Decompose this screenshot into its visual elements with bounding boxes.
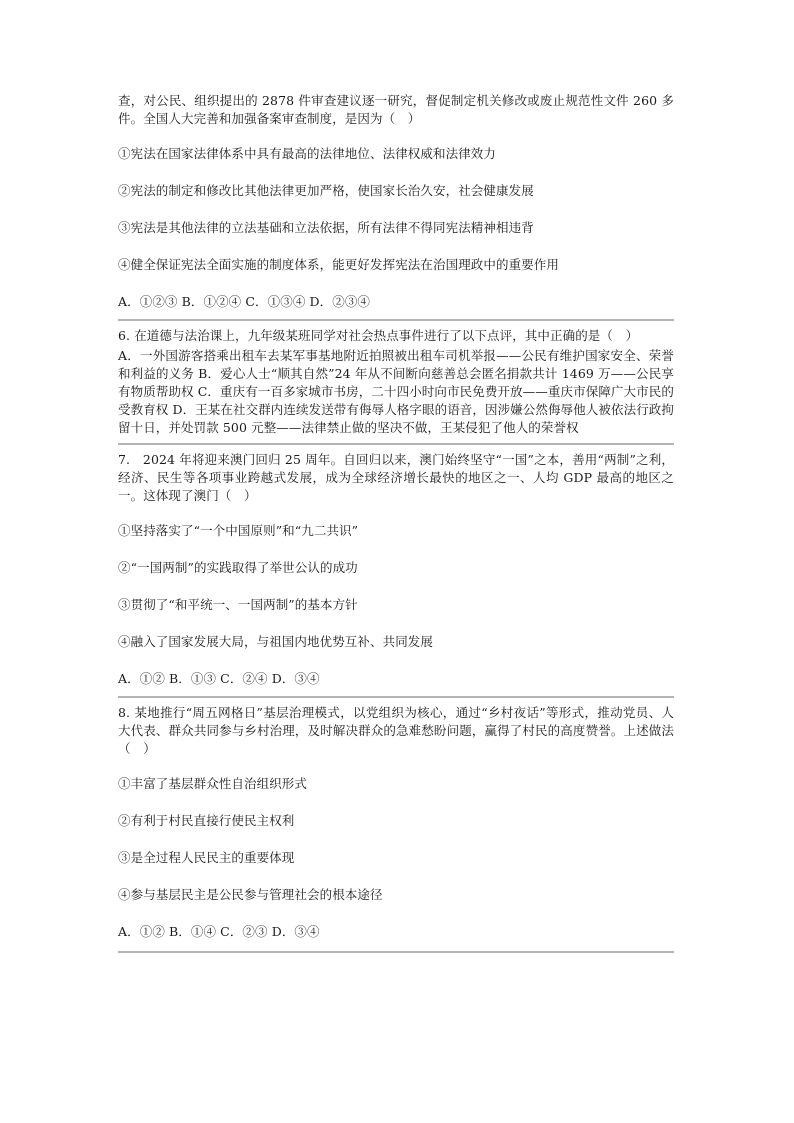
- q8-option-4: ④参与基层民主是公民参与管理社会的根本途径: [118, 887, 383, 902]
- q8-option-2: ②有利于村民直接行使民主权利: [118, 813, 295, 828]
- q5-stem: 查，对公民、组织提出的 2878 件审查建议逐一研究，督促制定机关修改或废止规范性文件 260 多件。全国人大完善和加强备案审查制度，是因为（ ）: [118, 93, 674, 126]
- q7-option-3: ③贯彻了“和平统一、一国两制”的基本方针: [118, 597, 358, 612]
- q7-option-1: ①坚持落实了“一个中国原则”和“九二共识”: [118, 523, 359, 538]
- q7-option-4: ④融入了国家发展大局，与祖国内地优势互补、共同发展: [118, 634, 434, 649]
- q6-options-body: A．一外国游客搭乘出租车去某军事基地附近拍照被出租车司机举报——公民有维护国家安全、荣誉和利益的义务 B．爱心人士“顺其自然”24 年从不间断向慈善总会匿名捐款共计 1469 万——公民享有物质帮助权 C．重庆有一百多家城市书房，二十四小时向市民免费开放——重庆市保障广大市民的受教育权 D．王某在社交群内连续发送带有侮辱人格字眼的语音，因涉嫌公然侮辱他人被依法行政拘留十日，并处罚款 500 元整——法律禁止做的坚决不做，王某侵犯了他人的荣誉权: [118, 348, 674, 435]
- q7-answer-choices: A．①② B．①③ C．②④ D．③④: [118, 671, 320, 686]
- question-divider: [118, 319, 674, 321]
- q8-stem: 8. 某地推行“周五网格日”基层治理模式，以党组织为核心，通过“乡村夜话”等形式，推动党员、人大代表、群众共同参与乡村治理，及时解决群众的急难愁盼问题，赢得了村民的高度赞誉。上述做法（ ）: [118, 705, 674, 756]
- q5-option-1: ①宪法在国家法律体系中具有最高的法律地位、法律权威和法律效力: [118, 146, 497, 161]
- exam-page: [118, 92, 674, 953]
- q5-answer-choices: A．①②③ B．①②④ C．①③④ D．②③④: [118, 294, 371, 309]
- q8-option-1: ①丰富了基层群众性自治组织形式: [118, 776, 308, 791]
- q8-option-3: ③是全过程人民民主的重要体现: [118, 850, 295, 865]
- q5-option-4: ④健全保证宪法全面实施的制度体系，能更好发挥宪法在治国理政中的重要作用: [118, 257, 560, 272]
- question-divider: [118, 951, 674, 953]
- q5-option-3: ③宪法是其他法律的立法基础和立法依据，所有法律不得同宪法精神相违背: [118, 220, 534, 235]
- question-divider: [118, 443, 674, 445]
- q7-option-2: ②“一国两制”的实践取得了举世公认的成功: [118, 560, 358, 575]
- q5-option-2: ②宪法的制定和修改比其他法律更加严格，使国家长治久安，社会健康发展: [118, 183, 534, 198]
- q6-stem: 6. 在道德与法治课上，九年级某班同学对社会热点事件进行了以下点评，其中正确的是（ ）: [118, 328, 639, 343]
- question-divider: [118, 696, 674, 698]
- q7-stem: 7. 2024 年将迎来澳门回归 25 周年。自回归以来，澳门始终坚守“一国”之本，善用“两制”之利，经济、民生等各项事业跨越式发展，成为全球经济增长最快的地区之一、人均 GDP 最高的地区之一。这体现了澳门（ ）: [118, 452, 674, 503]
- q8-answer-choices: A．①② B．①④ C．②③ D．③④: [118, 924, 320, 939]
